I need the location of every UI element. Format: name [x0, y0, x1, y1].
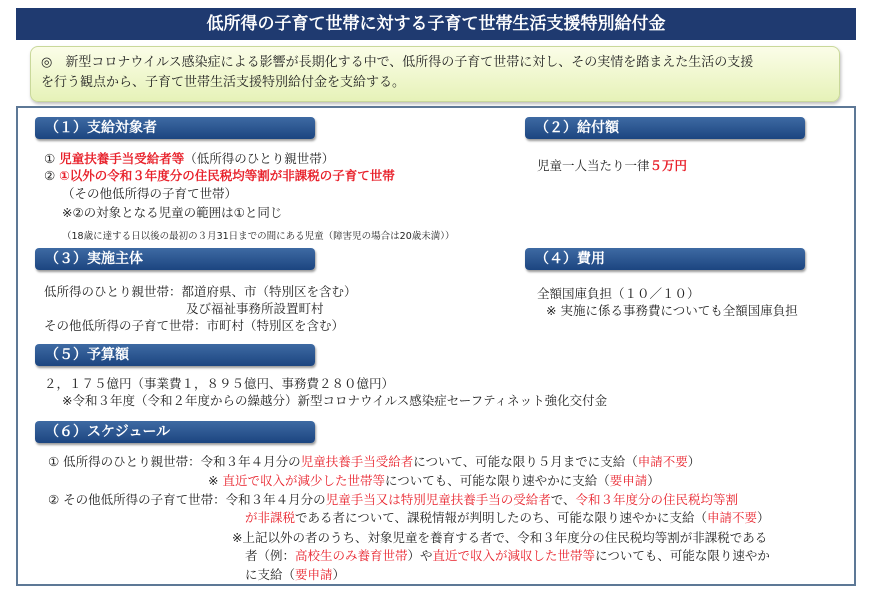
- page-title: 低所得の子育て世帯に対する子育て世帯生活支援特別給付金: [16, 8, 856, 40]
- section-line: [44, 317, 344, 334]
- section-line: [232, 529, 767, 546]
- text-segment: 及び福祉事務所設置町村: [186, 301, 324, 316]
- section-heading: （２）給付額: [525, 117, 805, 139]
- text-segment: ※令和３年度（令和２年度からの繰越分）新型コロナウイルス感染症セーフティネット強化交付金: [62, 393, 608, 408]
- summary-box: [30, 46, 840, 102]
- text-segment: に支給（: [245, 567, 296, 582]
- text-segment: ② その他低所得の子育て世帯：令和３年４月分の: [48, 492, 326, 507]
- highlighted-text: 児童扶養手当受給者: [300, 454, 414, 469]
- section-line: [44, 283, 357, 300]
- section-heading: （１）支給対象者: [35, 117, 315, 139]
- text-segment: （その他低所得の子育て世帯）: [62, 186, 238, 201]
- section-line: [537, 157, 687, 174]
- text-segment: である者について、課税情報が判明したのち、可能な限り速やかに支給（: [295, 510, 708, 525]
- highlighted-text: 児童手当又は特別児童扶養手当の受給者: [325, 492, 551, 507]
- text-segment: ）: [687, 454, 701, 469]
- text-segment: ２，１７５億円（事業費１，８９５億円、事務費２８０億円）: [44, 376, 395, 391]
- text-segment: についても、可能な限り速やか: [595, 548, 770, 563]
- section-line: [44, 167, 395, 184]
- text-segment: ）: [332, 567, 346, 582]
- text-segment: ）: [757, 510, 770, 525]
- highlighted-text: 申請不要: [707, 510, 758, 525]
- text-segment: その他低所得の子育て世帯：市町村（特別区を含む）: [44, 318, 345, 333]
- text-segment: ※ 実施に係る事務費についても全額国庫負担: [546, 303, 798, 318]
- section-line: [62, 226, 455, 245]
- section-line: [62, 185, 237, 202]
- section-line: [245, 509, 770, 526]
- text-segment: ※: [208, 473, 223, 488]
- highlighted-text: 高校生のみ養育世帯: [295, 548, 408, 563]
- text-segment: ※②の対象となる児童の範囲は①と同じ: [62, 205, 283, 220]
- section-line: [245, 547, 770, 564]
- section-line: [48, 453, 700, 470]
- highlighted-text: 児童扶養手当受給者等: [59, 151, 185, 166]
- text-segment: についても、可能な限り速やかに支給（: [384, 473, 610, 488]
- highlighted-text: ①以外の令和３年度分の住民税均等割が非課税の子育て世帯: [59, 168, 395, 183]
- highlighted-text: 要申請: [295, 567, 333, 582]
- section-line: [48, 491, 738, 508]
- text-segment: 全額国庫負担（１０／１０）: [537, 286, 700, 301]
- summary-line: を行う観点から、子育て世帯生活支援特別給付金を支給する。: [41, 75, 406, 90]
- section-line: [546, 302, 798, 319]
- text-segment: ①: [44, 151, 60, 166]
- summary-line: ◎ 新型コロナウイルス感染症による影響が長期化する中で、低所得の子育て世帯に対し、その実情を踏まえた生活の支援: [41, 55, 754, 70]
- section-heading: （５）予算額: [35, 344, 315, 366]
- highlighted-text: ５万円: [649, 158, 688, 173]
- section-line: [62, 204, 282, 221]
- text-segment: ）: [647, 473, 660, 488]
- highlighted-text: が非課税: [245, 510, 296, 525]
- section-heading: （４）費用: [525, 248, 805, 270]
- section-line: [44, 375, 394, 392]
- text-segment: 児童一人当たり一律: [537, 158, 650, 173]
- section-heading: （６）スケジュール: [35, 421, 315, 443]
- text-segment: ）や: [407, 548, 433, 563]
- highlighted-text: 直近で収入が減収した世帯等: [432, 548, 596, 563]
- text-segment: ②: [44, 168, 60, 183]
- text-segment: ① 低所得のひとり親世帯：令和３年４月分の: [48, 454, 301, 469]
- text-segment: で、: [550, 492, 576, 507]
- highlighted-text: 要申請: [609, 473, 648, 488]
- highlighted-text: 直近で収入が減少した世帯等: [222, 473, 385, 488]
- section-line: [62, 392, 607, 409]
- section-line: [44, 150, 334, 167]
- section-line: [537, 285, 700, 302]
- highlighted-text: 申請不要: [637, 454, 688, 469]
- section-line: [186, 300, 324, 317]
- text-segment: 低所得のひとり親世帯：都道府県、市（特別区を含む）: [44, 284, 357, 299]
- text-segment: ※上記以外の者のうち、対象児童を養育する者で、令和３年度分の住民税均等割が非課税である: [232, 530, 768, 545]
- section-line: [245, 566, 345, 583]
- highlighted-text: 令和３年度分の住民税均等割: [575, 492, 738, 507]
- text-segment: 者（例：: [245, 548, 296, 563]
- text-segment: （低所得のひとり親世帯）: [184, 151, 335, 166]
- text-segment: （18歳に達する日以後の最初の３月31日までの間にある児童（障害児の場合は20歳未満））: [62, 231, 455, 242]
- section-heading: （３）実施主体: [35, 248, 315, 270]
- text-segment: について、可能な限り５月までに支給（: [413, 454, 638, 469]
- section-line: [208, 472, 660, 489]
